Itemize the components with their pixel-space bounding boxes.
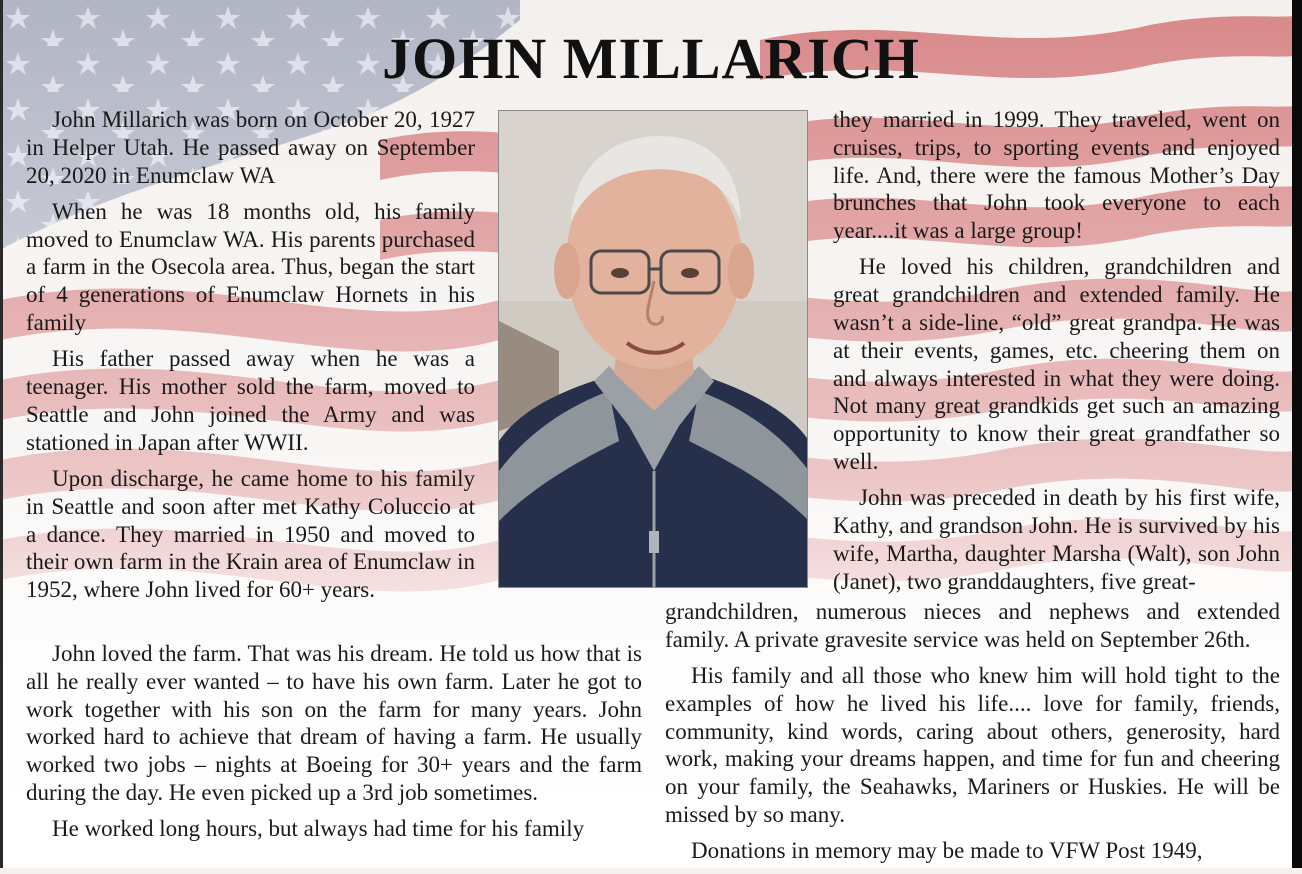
paragraph-survived-by: John was preceded in death by his first wife, Kathy, and grandson John. He is survived by his wife, Martha, daughter Marsha (Walt), son John (Janet), two granddaughters, five great- <box>833 485 1280 594</box>
column-left-bottom <box>26 640 642 852</box>
obituary-title: JOHN MILLARICH <box>382 26 920 91</box>
paragraph-second-marriage: they married in 1999. They traveled, went on cruises, trips, to sporting events and enjoyed life. And, there were the famous Mother’s Day brunches that John took everyone to each year....it was a large group! <box>833 107 1280 244</box>
portrait-illustration <box>499 111 808 588</box>
column-right-top <box>833 106 1280 604</box>
page-edge-right <box>1292 0 1302 868</box>
paragraph-long-hours: He worked long hours, but always had time for his family <box>52 816 585 842</box>
column-right-bottom <box>665 598 1280 874</box>
paragraph-marriage: Upon discharge, he came home to his family in Seattle and soon after met Kathy Coluccio at a dance. They married in 1950 and moved to their own farm in the Krain area of Enumclaw in 1952, where John lived for 60+ years. <box>26 466 475 603</box>
column-left-top <box>26 106 475 613</box>
paragraph-donations: Donations in memory may be made to VFW Post 1949, <box>691 838 1203 864</box>
page-edge-left <box>0 0 3 868</box>
portrait-photo <box>498 110 808 588</box>
paragraph-survived-by-continued: grandchildren, numerous nieces and nephews and extended family. A private gravesite service was held on September 26th. <box>665 599 1280 652</box>
paragraph-army: His father passed away when he was a teenager. His mother sold the farm, moved to Seattle and John joined the Army and was stationed in Japan after WWII. <box>26 346 475 455</box>
paragraph-farm: John loved the farm. That was his dream. He told us how that is all he really ever wanted – to have his own farm. Later he got to work together with his son on the farm for many years. John worked hard to achieve that dream of having a farm. He usually worked two jobs – nights at Boeing for 30+ years and the farm during the day. He even picked up a 3rd job sometimes. <box>26 641 642 805</box>
paragraph-legacy: His family and all those who knew him will hold tight to the examples of how he lived his life.... love for family, friends, community, kind words, caring about others, generosity, hard work, making your dreams happen, and time for fun and cheering on your family, the Seahawks, Mariners or Huskies. He will be missed by so many. <box>665 663 1280 828</box>
paragraph-birth: John Millarich was born on October 20, 1927 in Helper Utah. He passed away on September 20, 2020 in Enumclaw WA <box>26 107 475 188</box>
paragraph-family-love: He loved his children, grandchildren and great grandchildren and extended family. He wasn’t a side-line, “old” great grandpa. He was at their events, games, etc. cheering them on and always interested in what they were doing. Not many great grandkids get such an amazing opportunity to know their great grandfather so well. <box>833 254 1280 475</box>
paragraph-childhood: When he was 18 months old, his family moved to Enumclaw WA. His parents purchased a farm in the Osecola area. Thus, began the start of 4 generations of Enumclaw Hornets in his family <box>26 198 475 336</box>
